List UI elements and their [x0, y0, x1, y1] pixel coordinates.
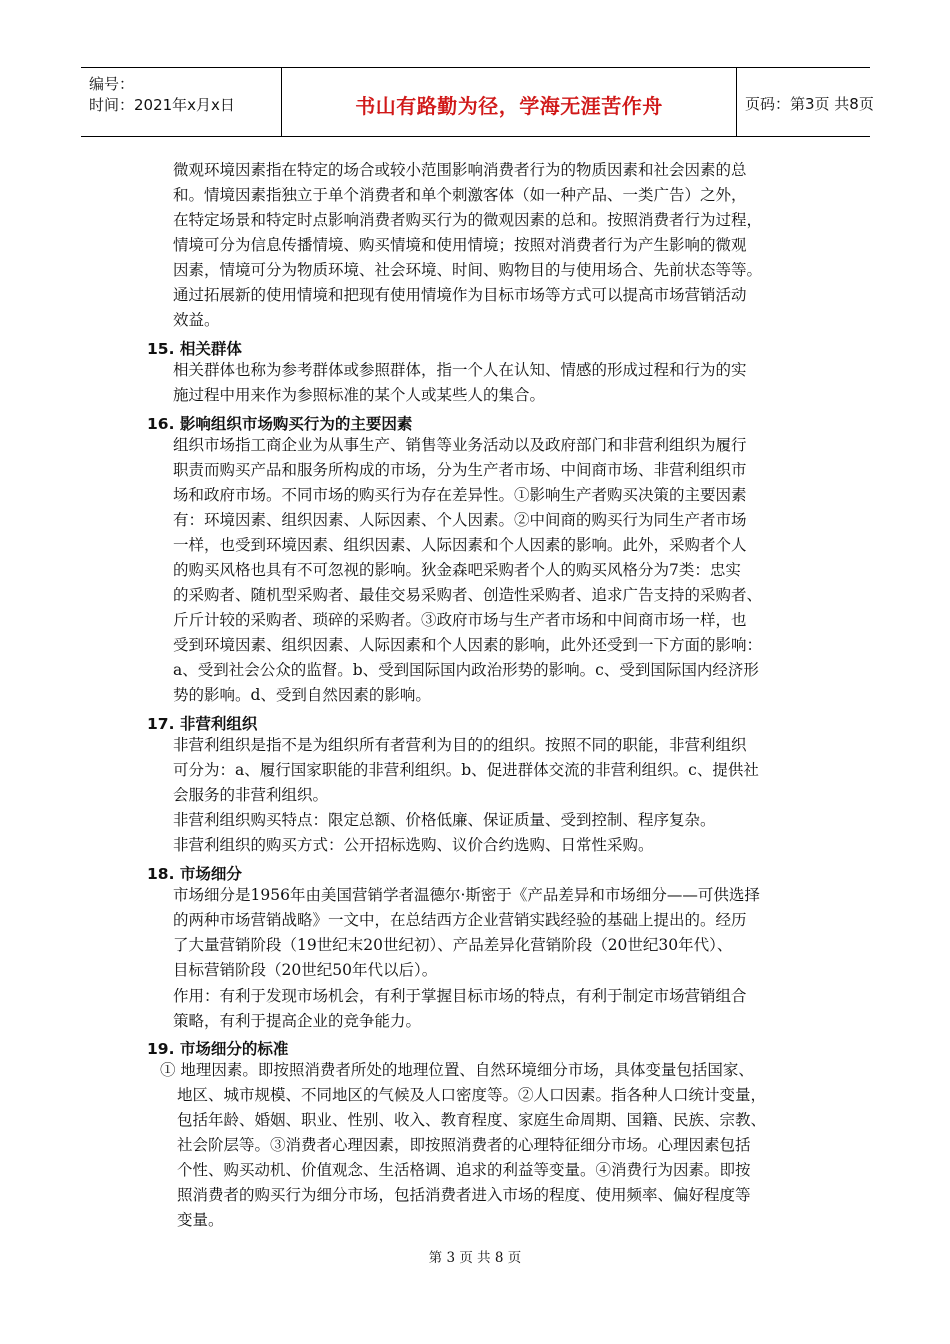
paragraph-line: 相关群体也称为参考群体或参照群体，指一个人在认知、情感的形成过程和行为的实 [173, 361, 747, 379]
paragraph-line: 包括年龄、婚姻、职业、性别、收入、教育程度、家庭生命周期、国籍、民族、宗教、 [177, 1111, 767, 1129]
paragraph-line: 会服务的非营利组织。 [173, 786, 329, 804]
paragraph-line: 组织市场指工商企业为从事生产、销售等业务活动以及政府部门和非营利组织为履行 [173, 436, 747, 454]
paragraph-line: 有：环境因素、组织因素、人际因素、个人因素。②中间商的购买行为同生产者市场 [173, 511, 747, 529]
paragraph-line: 的采购者、随机型采购者、最佳交易采购者、创造性采购者、追求广告支持的采购者、 [173, 586, 763, 604]
paragraph-line: 在特定场景和特定时点影响消费者购买行为的微观因素的总和。按照消费者行为过程， [173, 211, 763, 229]
paragraph-line: 了大量营销阶段（19世纪末20世纪初）、产品差异化营销阶段（20世纪30年代）、 [173, 936, 733, 954]
paragraph-line: 非营利组织购买特点：限定总额、价格低廉、保证质量、受到控制、程序复杂。 [173, 811, 716, 829]
header-meta [81, 68, 282, 136]
paragraph-line: 个性、购买动机、价值观念、生活格调、追求的利益等变量。④消费行为因素。即按 [177, 1161, 751, 1179]
paragraph-line: 通过拓展新的使用情境和把现有使用情境作为目标市场等方式可以提高市场营销活动 [173, 286, 747, 304]
paragraph-line: 斤斤计较的采购者、琐碎的采购者。③政府市场与生产者市场和中间商市场一样，也 [173, 611, 747, 629]
paragraph-line: 作用：有利于发现市场机会，有利于掌握目标市场的特点，有利于制定市场营销组合 [173, 987, 747, 1005]
paragraph-line: a、受到社会公众的监督。b、受到国际国内政治形势的影响。c、受到国际国内经济形 [173, 661, 759, 679]
paragraph-line: 目标营销阶段（20世纪50年代以后）。 [173, 961, 438, 979]
paragraph-line: 效益。 [173, 311, 220, 329]
paragraph-line: 社会阶层等。③消费者心理因素，即按照消费者的心理特征细分市场。心理因素包括 [177, 1136, 751, 1154]
paragraph-line: 非营利组织的购买方式：公开招标选购、议价合约选购、日常性采购。 [173, 836, 654, 854]
paragraph-line: 可分为：a、履行国家职能的非营利组织。b、促进群体交流的非营利组织。c、提供社 [173, 761, 759, 779]
paragraph-line: 施过程中用来作为参照标准的某个人或某些人的集合。 [173, 386, 546, 404]
paragraph-line: 和。情境因素指独立于单个消费者和单个刺激客体（如一种产品、一类广告）之外， [173, 186, 747, 204]
page-header [81, 67, 874, 137]
paragraph-line: 的购买风格也具有不可忽视的影响。狄金森吧采购者个人的购买风格分为7类：忠实 [173, 561, 741, 579]
header-motto-cell [282, 68, 737, 136]
section-heading-17: 17. 非营利组织 [147, 715, 258, 733]
paragraph-line: 职责而购买产品和服务所构成的市场，分为生产者市场、中间商市场、非营利组织市 [173, 461, 747, 479]
paragraph-line: 照消费者的购买行为细分市场，包括消费者进入市场的程度、使用频率、偏好程度等 [177, 1186, 751, 1204]
paragraph-line: 市场细分是1956年由美国营销学者温德尔·斯密于《产品差异和市场细分——可供选择 [173, 886, 760, 904]
paragraph-line: 策略，有利于提高企业的竞争能力。 [173, 1012, 422, 1030]
paragraph-line: 情境可分为信息传播情境、购买情境和使用情境；按照对消费者行为产生影响的微观 [173, 236, 747, 254]
document-number-label: 编号： [89, 75, 135, 93]
paragraph-line: 场和政府市场。不同市场的购买行为存在差异性。①影响生产者购买决策的主要因素 [173, 486, 747, 504]
paragraph-line: 的两种市场营销战略》一文中，在总结西方企业营销实践经验的基础上提出的。经历 [173, 911, 747, 929]
section-heading-19: 19. 市场细分的标准 [147, 1040, 289, 1058]
paragraph-line: 变量。 [177, 1211, 224, 1229]
header-motto: 书山有路勤为径，学海无涯苦作舟 [355, 94, 663, 118]
paragraph-line: 受到环境因素、组织因素、人际因素和个人因素的影响，此外还受到一下方面的影响： [173, 636, 763, 654]
paragraph-line: 非营利组织是指不是为组织所有者营利为目的的组织。按照不同的职能，非营利组织 [173, 736, 747, 754]
header-page-cell [737, 68, 874, 136]
paragraph-line: 一样，也受到环境因素、组织因素、人际因素和个人因素的影响。此外，采购者个人 [173, 536, 747, 554]
paragraph-line: 地区、城市规模、不同地区的气候及人口密度等。②人口因素。指各种人口统计变量， [177, 1086, 767, 1104]
section-heading-16: 16. 影响组织市场购买行为的主要因素 [147, 415, 413, 433]
section-heading-18: 18. 市场细分 [147, 865, 242, 883]
document-time-label: 时间：2021年x月x日 [89, 96, 235, 114]
paragraph-line: 因素，情境可分为物质环境、社会环境、时间、购物目的与使用场合、先前状态等等。 [173, 261, 763, 279]
paragraph-line: ① 地理因素。即按照消费者所处的地理位置、自然环境细分市场，具体变量包括国家、 [160, 1061, 754, 1079]
page-footer: 第 3 页 共 8 页 [428, 1250, 522, 1266]
header-page-code: 页码：第3页 共8页 [745, 95, 874, 113]
section-heading-15: 15. 相关群体 [147, 340, 242, 358]
paragraph-line: 势的影响。d、受到自然因素的影响。 [173, 686, 431, 704]
paragraph-line: 微观环境因素指在特定的场合或较小范围影响消费者行为的物质因素和社会因素的总 [173, 161, 747, 179]
